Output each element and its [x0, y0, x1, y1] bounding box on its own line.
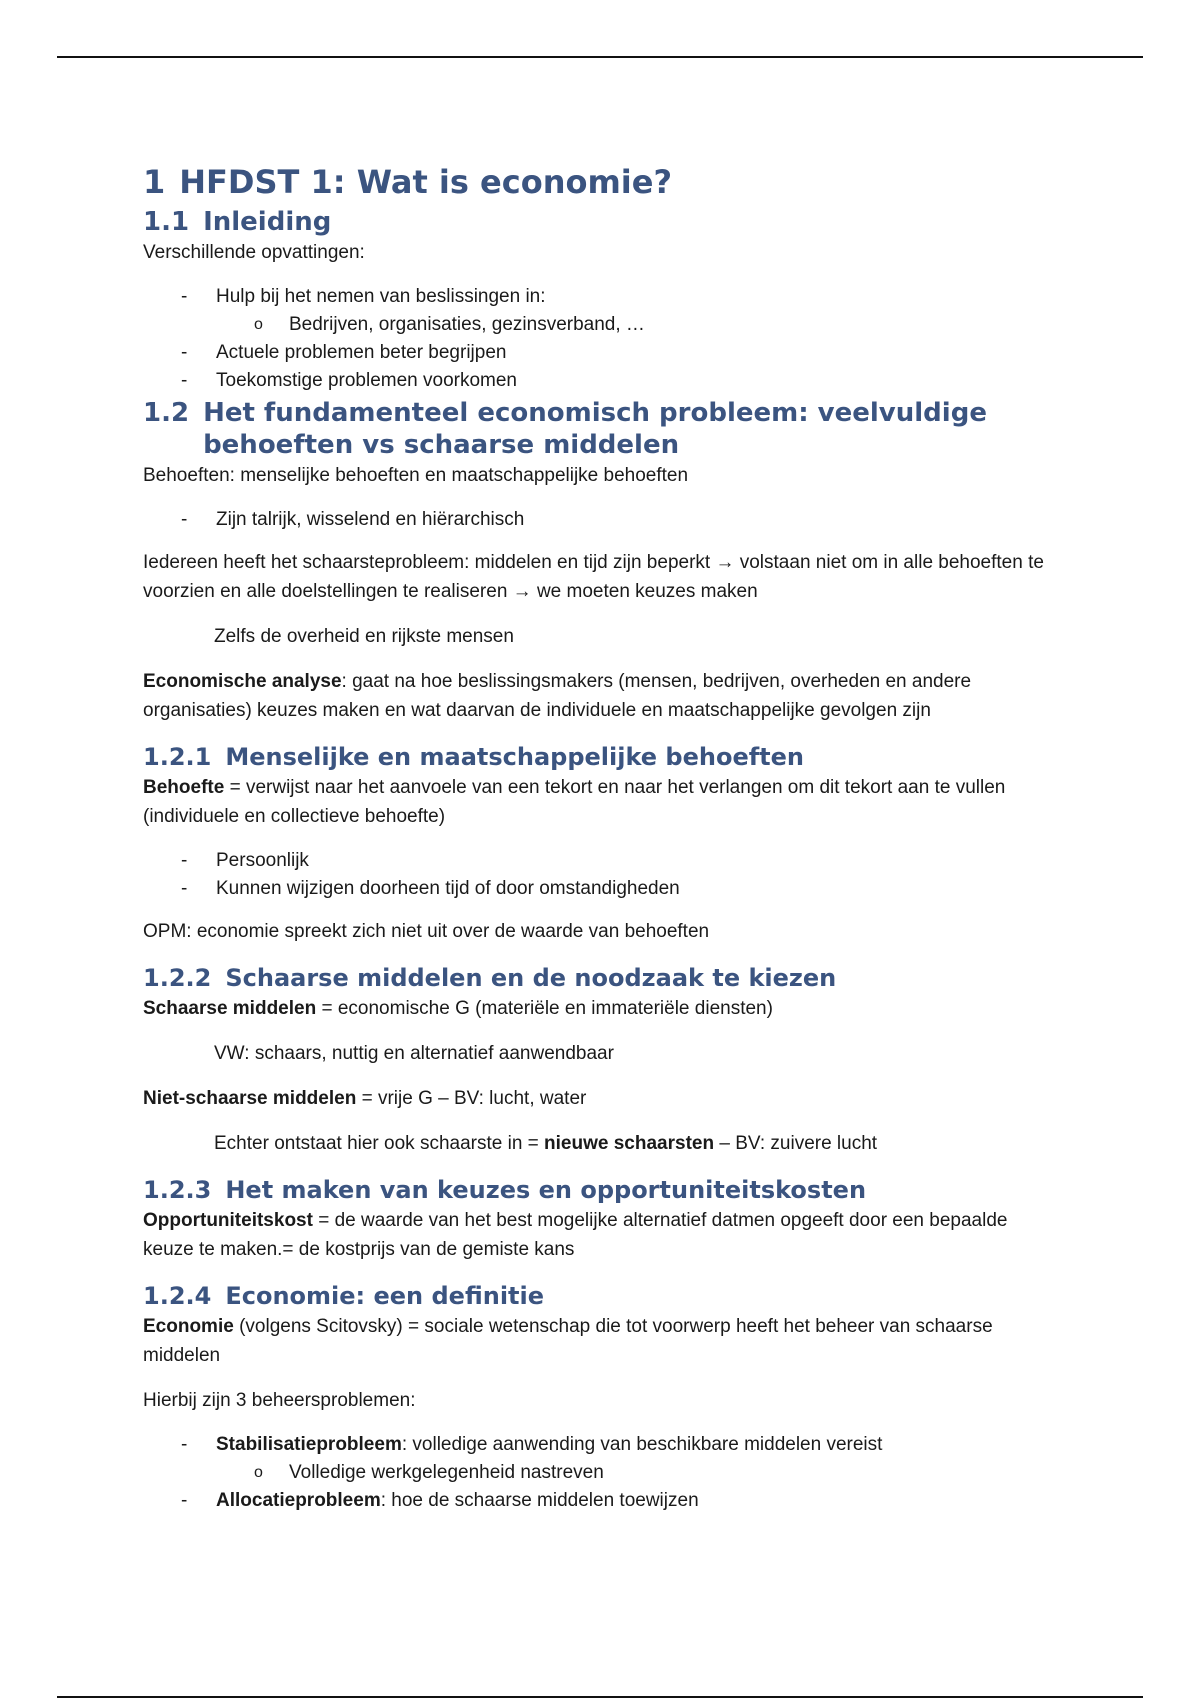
indented-paragraph: Echter ontstaat hier ook schaarste in = nieuwe schaarsten – BV: zuivere lucht [214, 1133, 878, 1154]
sub-list [216, 311, 1063, 339]
subsection-heading-1-2-1: 1.2.1 Menselijke en maatschappelijke behoeften [143, 743, 805, 771]
bullet-list [143, 283, 1063, 395]
list-item: - Stabilisatieprobleem: volledige aanwending van beschikbare middelen vereist o Volledige werkgelegenheid nastreven [143, 1431, 1063, 1487]
paragraph: Behoefte = verwijst naar het aanvoele van een tekort en naar het verlangen om dit tekort aan te vullen (individuele en collectieve behoefte) [143, 777, 1006, 827]
paragraph: Hierbij zijn 3 beheersproblemen: [143, 1390, 416, 1411]
paragraph: Iedereen heeft het schaarsteprobleem: middelen en tijd zijn beperkt → volstaan niet om in alle behoeften te voorzien en alle doelstellingen te realiseren → we moeten keuzes maken [143, 552, 1044, 602]
paragraph: Opportuniteitskost = de waarde van het best mogelijke alternatief datmen opgeeft door een bepaalde keuze te maken.= de kostprijs van de gemiste kans [143, 1210, 1008, 1260]
paragraph: Behoeften: menselijke behoeften en maatschappelijke behoeften [143, 465, 689, 486]
paragraph: Niet-schaarse middelen = vrije G – BV: lucht, water [143, 1088, 587, 1109]
list-item: - Zijn talrijk, wisselend en hiërarchisch [143, 506, 1063, 534]
document-page [143, 160, 1063, 1529]
sub-list-item: o Bedrijven, organisaties, gezinsverband, … [216, 311, 1063, 339]
subsection-heading-1-2-3: 1.2.3 Het maken van keuzes en opportuniteitskosten [143, 1176, 867, 1204]
paragraph: Schaarse middelen = economische G (materiële en immateriële diensten) [143, 998, 773, 1019]
subsection-heading-1-2-2: 1.2.2 Schaarse middelen en de noodzaak te kiezen [143, 964, 837, 992]
paragraph: Verschillende opvattingen: [143, 242, 365, 263]
header-rule [57, 56, 1143, 58]
paragraph: Economische analyse: gaat na hoe beslissingsmakers (mensen, bedrijven, overheden en andere organisaties) keuzes maken en wat daarvan de individuele en maatschappelijke gevolgen zijn [143, 671, 972, 721]
list-item: - Toekomstige problemen voorkomen [143, 367, 1063, 395]
bullet-list [143, 506, 1063, 534]
bullet-list [143, 1431, 1063, 1515]
section-heading-1-1: 1.1 Inleiding [143, 207, 332, 237]
bullet-list [143, 847, 1063, 903]
footer-rule [57, 1696, 1143, 1698]
list-item: - Hulp bij het nemen van beslissingen in: o Bedrijven, organisaties, gezinsverband, … [143, 283, 1063, 339]
paragraph: Economie (volgens Scitovsky) = sociale wetenschap die tot voorwerp heeft het beheer van schaarse middelen [143, 1316, 993, 1366]
paragraph: OPM: economie spreekt zich niet uit over de waarde van behoeften [143, 921, 710, 942]
list-item: - Kunnen wijzigen doorheen tijd of door omstandigheden [143, 875, 1063, 903]
sub-list-item: o Volledige werkgelegenheid nastreven [216, 1459, 1063, 1487]
list-item: - Allocatieprobleem: hoe de schaarse middelen toewijzen [143, 1487, 1063, 1515]
section-heading-1-2: 1.2 Het fundamenteel economisch probleem: veelvuldige behoeften vs schaarse middelen [143, 398, 987, 460]
list-item: - Persoonlijk [143, 847, 1063, 875]
chapter-heading: 1 HFDST 1: Wat is economie? [143, 163, 673, 201]
list-item: - Actuele problemen beter begrijpen [143, 339, 1063, 367]
sub-list [216, 1459, 1063, 1487]
subsection-heading-1-2-4: 1.2.4 Economie: een definitie [143, 1282, 545, 1310]
indented-paragraph: Zelfs de overheid en rijkste mensen [214, 626, 514, 647]
indented-paragraph: VW: schaars, nuttig en alternatief aanwendbaar [214, 1043, 614, 1064]
